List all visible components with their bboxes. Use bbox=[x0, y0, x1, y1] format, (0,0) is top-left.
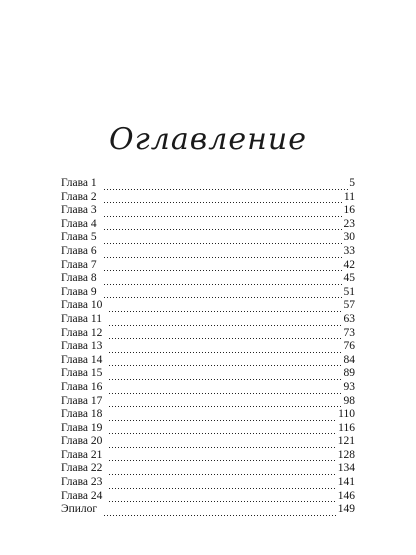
toc-entry-page: 116 bbox=[338, 421, 355, 434]
toc-entry-page: 42 bbox=[343, 258, 355, 271]
toc-entry-label: Глава 14 bbox=[61, 353, 103, 366]
toc-dot-leader bbox=[103, 194, 343, 204]
toc-entry-page: 121 bbox=[337, 435, 355, 448]
toc-entry-11[interactable] bbox=[61, 313, 355, 327]
toc-entry-label: Глава 3 bbox=[61, 204, 97, 217]
page-title: Оглавление bbox=[109, 122, 307, 157]
toc-entry-page: 149 bbox=[337, 503, 355, 516]
toc-dot-leader bbox=[108, 303, 342, 313]
toc-entry-page: 146 bbox=[337, 489, 355, 502]
toc-entry-page: 30 bbox=[343, 231, 355, 244]
toc-entry-22[interactable] bbox=[61, 462, 355, 476]
toc-entry-label: Глава 24 bbox=[61, 489, 103, 502]
toc-entry-label: Эпилог bbox=[61, 503, 98, 516]
toc-entry-page: 110 bbox=[338, 408, 355, 421]
toc-dot-leader bbox=[108, 480, 336, 490]
toc-entry-label: Глава 23 bbox=[61, 476, 103, 489]
toc-entry-page: 45 bbox=[343, 272, 355, 285]
toc-entry-20[interactable] bbox=[61, 435, 355, 449]
toc-entry-21[interactable] bbox=[61, 449, 355, 463]
toc-dot-leader bbox=[103, 262, 343, 272]
toc-entry-page: 5 bbox=[349, 177, 355, 189]
toc-entry-17[interactable] bbox=[61, 395, 355, 409]
toc-entry-page: 128 bbox=[337, 448, 355, 461]
toc-entry-15[interactable] bbox=[61, 367, 355, 381]
toc-dot-leader bbox=[108, 330, 342, 340]
toc-dot-leader bbox=[108, 371, 342, 381]
toc-entry-page: 134 bbox=[337, 462, 355, 475]
toc-entry-label: Глава 21 bbox=[61, 448, 103, 461]
toc-entry-page: 89 bbox=[343, 367, 355, 380]
toc-entry-9[interactable] bbox=[61, 286, 355, 300]
toc-entry-2[interactable] bbox=[61, 191, 355, 205]
toc-entry-page: 84 bbox=[343, 353, 355, 366]
toc-entry-19[interactable] bbox=[61, 422, 355, 436]
toc-entry-14[interactable] bbox=[61, 354, 355, 368]
toc-entry-10[interactable] bbox=[61, 299, 355, 313]
toc-entry-3[interactable] bbox=[61, 204, 355, 218]
toc-dot-leader bbox=[103, 249, 343, 259]
toc-entry-page: 73 bbox=[343, 326, 355, 339]
toc-entry-5[interactable] bbox=[61, 231, 355, 245]
toc-entry-13[interactable] bbox=[61, 340, 355, 354]
toc-entry-6[interactable] bbox=[61, 245, 355, 259]
toc-entry-25[interactable] bbox=[61, 503, 355, 517]
toc-entry-label: Глава 2 bbox=[61, 190, 97, 203]
toc-dot-leader bbox=[108, 412, 337, 422]
toc-entry-label: Глава 11 bbox=[61, 312, 102, 325]
toc-entry-page: 57 bbox=[343, 299, 355, 312]
toc-dot-leader bbox=[108, 439, 336, 449]
toc-entry-label: Глава 9 bbox=[61, 285, 97, 298]
toc-entry-page: 76 bbox=[343, 340, 355, 353]
toc-entry-18[interactable] bbox=[61, 408, 355, 422]
toc-entry-label: Глава 5 bbox=[61, 231, 97, 244]
toc-entry-1[interactable] bbox=[61, 177, 355, 191]
toc-entry-page: 11 bbox=[343, 190, 355, 203]
toc-entry-label: Глава 19 bbox=[61, 421, 103, 434]
toc-dot-leader bbox=[108, 385, 342, 395]
toc-dot-leader bbox=[108, 344, 342, 354]
toc-dot-leader bbox=[108, 317, 343, 327]
toc-entry-label: Глава 18 bbox=[61, 408, 103, 421]
toc-dot-leader bbox=[103, 289, 343, 299]
toc-entry-label: Глава 17 bbox=[61, 394, 103, 407]
toc-dot-leader bbox=[103, 181, 349, 191]
toc-dot-leader bbox=[108, 466, 336, 476]
toc-entry-4[interactable] bbox=[61, 218, 355, 232]
toc-dot-leader bbox=[103, 276, 343, 286]
toc-dot-leader bbox=[103, 208, 343, 218]
toc-entry-label: Глава 6 bbox=[61, 244, 97, 257]
toc-entry-7[interactable] bbox=[61, 259, 355, 273]
toc-entry-24[interactable] bbox=[61, 490, 355, 504]
toc-dot-leader bbox=[108, 425, 337, 435]
toc-entry-label: Глава 16 bbox=[61, 380, 103, 393]
toc-entry-label: Глава 10 bbox=[61, 299, 103, 312]
toc-entry-label: Глава 22 bbox=[61, 462, 103, 475]
toc-entry-page: 16 bbox=[343, 204, 355, 217]
toc-entry-label: Глава 4 bbox=[61, 217, 97, 230]
toc-entry-label: Глава 7 bbox=[61, 258, 97, 271]
toc-entry-label: Глава 13 bbox=[61, 340, 103, 353]
table-of-contents bbox=[61, 177, 355, 517]
toc-dot-leader bbox=[108, 493, 336, 503]
toc-entry-8[interactable] bbox=[61, 272, 355, 286]
toc-dot-leader bbox=[108, 452, 336, 462]
toc-entry-12[interactable] bbox=[61, 327, 355, 341]
toc-entry-page: 141 bbox=[337, 476, 355, 489]
toc-dot-leader bbox=[103, 221, 343, 231]
toc-entry-page: 63 bbox=[343, 312, 355, 325]
toc-entry-label: Глава 20 bbox=[61, 435, 103, 448]
toc-dot-leader bbox=[108, 398, 342, 408]
toc-entry-label: Глава 1 bbox=[61, 177, 97, 189]
toc-entry-label: Глава 8 bbox=[61, 272, 97, 285]
toc-entry-page: 93 bbox=[343, 380, 355, 393]
toc-entry-page: 23 bbox=[343, 217, 355, 230]
toc-entry-23[interactable] bbox=[61, 476, 355, 490]
toc-entry-label: Глава 15 bbox=[61, 367, 103, 380]
toc-entry-page: 98 bbox=[343, 394, 355, 407]
toc-entry-page: 33 bbox=[343, 244, 355, 257]
toc-entry-label: Глава 12 bbox=[61, 326, 103, 339]
toc-dot-leader bbox=[103, 507, 337, 517]
toc-entry-page: 51 bbox=[343, 285, 355, 298]
toc-dot-leader bbox=[108, 357, 342, 367]
toc-dot-leader bbox=[103, 235, 343, 245]
toc-entry-16[interactable] bbox=[61, 381, 355, 395]
